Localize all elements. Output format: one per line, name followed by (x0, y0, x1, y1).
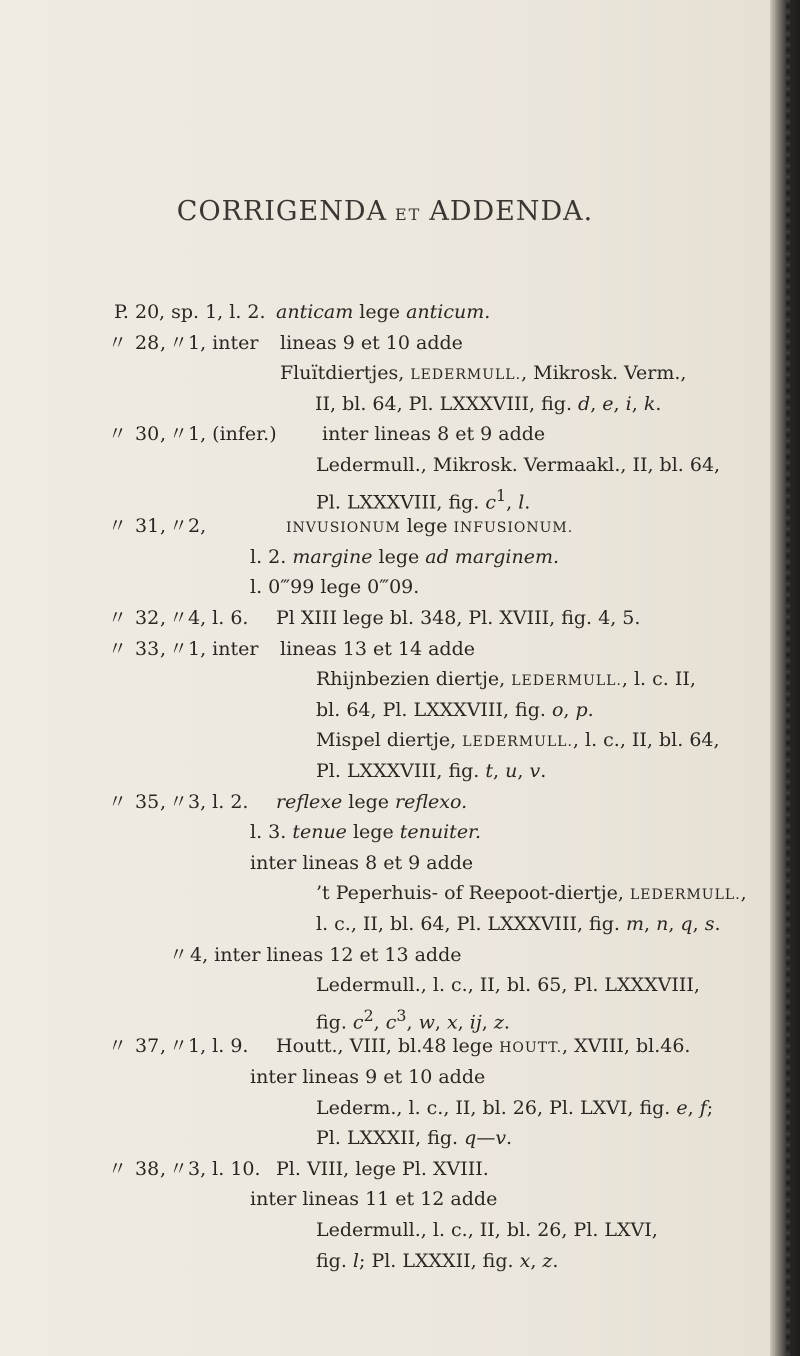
page-number: 33 (135, 637, 160, 660)
line-reference: 3, l. 2. (188, 790, 249, 813)
page-number: 38 (135, 1157, 160, 1180)
correction-text: Pl. VIII, lege Pl. XVIII. (276, 1157, 489, 1180)
correction-text: l. c., II, bl. 64, Pl. LXXXVIII, fig. m, n, q, s. (316, 913, 721, 935)
line-reference: 1, (infer.) (188, 423, 277, 446)
page-number: 35 (135, 790, 160, 813)
ref-separator: , (160, 1157, 167, 1180)
ref-separator: , (160, 637, 167, 660)
title-conjunction: ET (394, 205, 422, 224)
correction-text: Pl. LXXXII, fig. q—v. (316, 1127, 513, 1150)
ref-separator: , (160, 331, 167, 354)
correction-text: inter lineas 8 et 9 adde (250, 851, 474, 874)
ditto-mark: 〃 (169, 1035, 189, 1058)
ditto-mark: 〃 (108, 423, 128, 446)
correction-text: Pl. LXXXVIII, fig. t, u, v. (316, 760, 547, 782)
ditto-mark: 〃 (169, 943, 189, 966)
correction-text: l. 2. margine lege ad marginem. (250, 545, 560, 568)
correction-text: Houtt., VIII, bl.48 lege HOUTT., XVIII, bl.46. (276, 1035, 691, 1058)
correction-text: l. 0‴99 lege 0‴09. (250, 576, 420, 599)
page-number: 31 (135, 515, 160, 538)
correction-text: Mispel diertje, LEDERMULL., l. c., II, bl. 64, (316, 729, 720, 752)
correction-text: ’t Peperhuis- of Reepoot-diertje, LEDERMULL., (316, 882, 747, 905)
page-number: 30 (135, 423, 160, 446)
correction-text: Ledermull., l. c., II, bl. 26, Pl. LXVI, (316, 1219, 658, 1241)
correction-text: reflexe lege reflexo. (276, 790, 468, 813)
ref-separator: , (160, 790, 167, 813)
correction-text: Rhijnbezien diertje, LEDERMULL., l. c. II, (316, 668, 696, 691)
correction-text: bl. 64, Pl. LXXXVIII, fig. o, p. (316, 698, 594, 721)
line-reference: , sp. 1, l. 2. (159, 301, 266, 323)
correction-text: anticam lege anticum. (276, 301, 491, 323)
correction-text: 4, inter lineas 12 et 13 adde (190, 943, 462, 966)
ref-separator: , (160, 423, 167, 446)
correction-text: l. 3. tenue lege tenuiter. (250, 821, 482, 844)
page-number: 32 (135, 607, 160, 629)
line-reference: 1, inter (188, 331, 259, 354)
line-reference: 4, l. 6. (188, 607, 249, 629)
title-word-1: CORRIGENDA (176, 196, 387, 227)
correction-text: Ledermull., l. c., II, bl. 65, Pl. LXXXVIII, (316, 974, 700, 997)
ditto-mark: 〃 (108, 637, 128, 660)
ditto-mark: 〃 (169, 607, 189, 629)
ditto-mark: 〃 (169, 515, 189, 538)
page-number: 37 (135, 1035, 160, 1058)
correction-text: fig. l; Pl. LXXXII, fig. x, z. (316, 1249, 559, 1272)
line-reference: 1, l. 9. (188, 1035, 249, 1058)
binding-stripe (786, 0, 790, 1356)
page-title (0, 196, 770, 227)
ditto-mark: 〃 (108, 790, 128, 813)
ditto-mark: 〃 (169, 423, 189, 446)
correction-text: INVUSIONUM lege INFUSIONUM. (286, 515, 574, 538)
ref-separator: , (160, 1035, 167, 1058)
correction-text: Fluïtdiertjes, LEDERMULL., Mikrosk. Verm., (280, 362, 687, 385)
correction-text: lineas 9 et 10 adde (280, 331, 463, 354)
ditto-mark: 〃 (169, 637, 189, 660)
ditto-mark: 〃 (169, 1157, 189, 1180)
ditto-mark: 〃 (108, 1157, 128, 1180)
correction-text: Lederm., l. c., II, bl. 26, Pl. LXVI, fig. e, f; (316, 1096, 714, 1119)
ditto-mark: 〃 (108, 515, 128, 538)
page-number: P. 20 (114, 301, 160, 323)
correction-text: fig. $c^2$, $c^3$, w, x, ij, z. (316, 1005, 510, 1034)
line-reference: 2, (188, 515, 207, 538)
ref-separator: , (160, 515, 167, 538)
ref-separator: , (160, 607, 167, 629)
page-edge-shadow (770, 0, 800, 1356)
ditto-mark: 〃 (169, 790, 189, 813)
correction-text: Pl. LXXXVIII, fig. $c^1$, l. (316, 485, 531, 513)
ditto-mark: 〃 (108, 331, 128, 354)
correction-text: inter lineas 8 et 9 adde (322, 423, 546, 446)
ditto-mark: 〃 (169, 331, 189, 354)
line-reference: 1, inter (188, 637, 259, 660)
ditto-mark: 〃 (108, 607, 128, 629)
title-word-2: ADDENDA. (429, 196, 594, 227)
ditto-mark: 〃 (108, 1035, 128, 1058)
correction-text: II, bl. 64, Pl. LXXXVIII, fig. d, e, i, k. (315, 392, 662, 415)
correction-text: inter lineas 9 et 10 adde (250, 1066, 486, 1088)
line-reference: 3, l. 10. (188, 1157, 261, 1180)
page-number: 28 (135, 331, 160, 354)
correction-text: Pl XIII lege bl. 348, Pl. XVIII, fig. 4, 5. (276, 607, 641, 629)
correction-text: inter lineas 11 et 12 adde (250, 1188, 498, 1211)
correction-text: lineas 13 et 14 adde (280, 637, 476, 660)
correction-text: Ledermull., Mikrosk. Vermaakl., II, bl. 64, (316, 454, 721, 476)
